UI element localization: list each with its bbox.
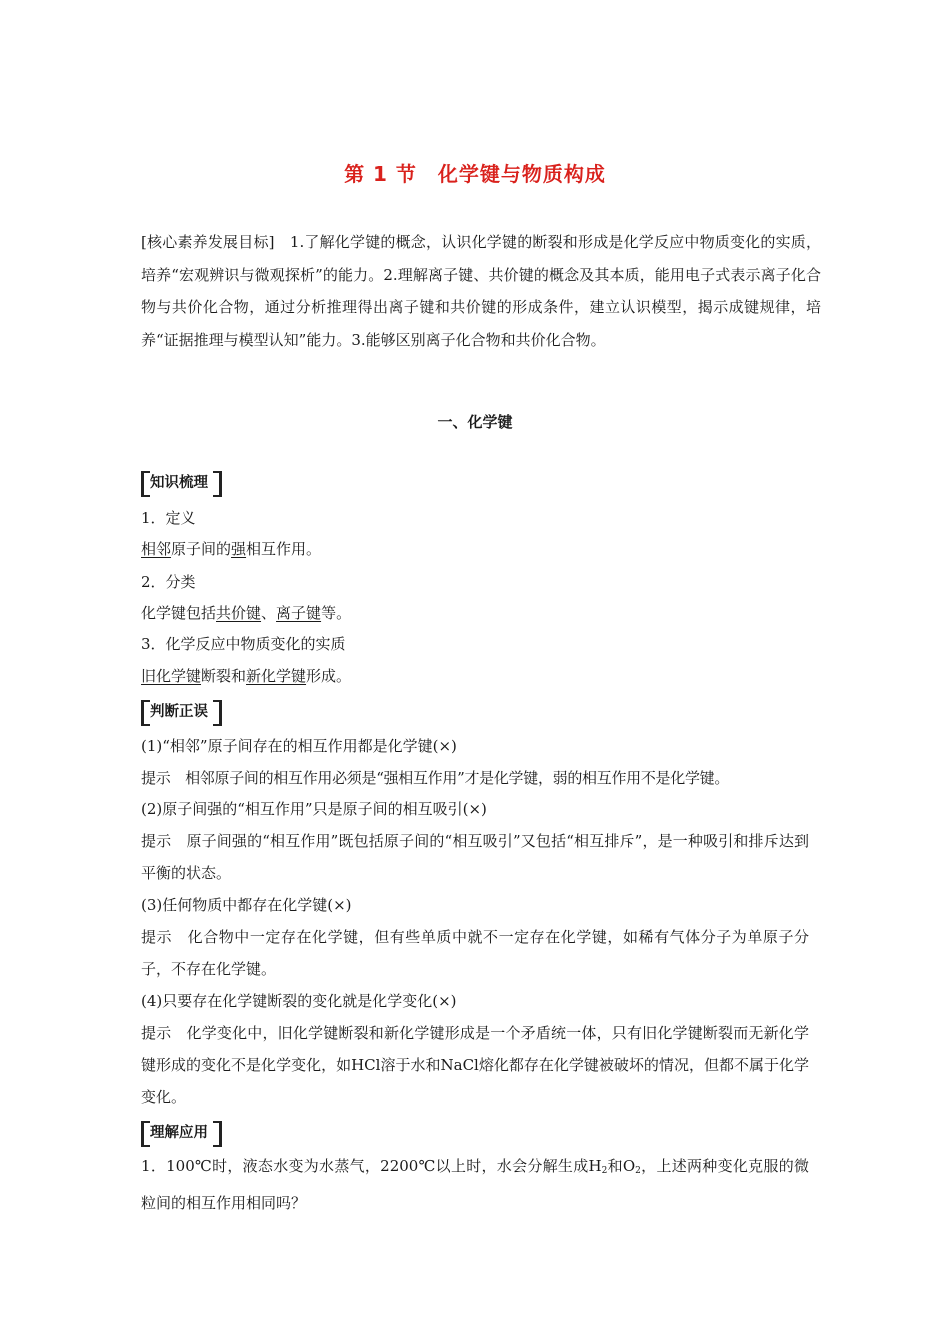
text-span: 、: [261, 604, 277, 622]
text-span: ，上述两种变化克服的微粒间的相互作用相同吗？: [141, 1157, 809, 1212]
judge-heading-label: 判断正误: [150, 704, 208, 720]
apply-heading: [141, 1121, 222, 1145]
text-span: 相互作用。: [246, 540, 322, 558]
right-bracket: [213, 471, 222, 497]
knowledge-heading-label: 知识梳理: [150, 475, 208, 491]
goals-tag: [核心素养发展目标]: [141, 233, 275, 251]
text-span: 形成。: [306, 667, 352, 685]
blank-answer: 共价键: [216, 604, 262, 622]
judge-heading: [141, 700, 222, 724]
judge-hint-4: 提示 化学变化中，旧化学键断裂和新化学键形成是一个矛盾统一体，只有旧化学键断裂而无新化学键形成的变化不是化学变化，如HCl溶于水和NaCl熔化都存在化学键被破坏的情况，但都不属于化学变化。: [141, 1024, 809, 1106]
text-span: 断裂和: [201, 667, 247, 685]
judge-hint-2: 提示 原子间强的“相互作用”既包括原子间的“相互吸引”又包括“相互排斥”，是一种吸引和排斥达到平衡的状态。: [141, 832, 809, 882]
goals-text: 1.了解化学键的概念，认识化学键的断裂和形成是化学反应中物质变化的实质，培养“宏观辨识与微观探析”的能力。2.理解离子键、共价键的概念及其本质，能用电子式表示离子化合物与共价化合物，通过分析推理得出离子键和共价键的形成条件，建立认识模型，揭示成键规律，培养“证据推理与模型认知”能力。3.能够区别离子化合物和共价化合物。: [141, 233, 821, 349]
blank-answer: 旧化学键: [141, 667, 202, 685]
judge-question-3: (3)任何物质中都存在化学键(×): [141, 896, 352, 914]
classification-title: 2．分类: [141, 573, 196, 591]
right-bracket: [213, 700, 222, 726]
classification-text: [141, 603, 831, 623]
blank-answer: 强: [231, 540, 247, 558]
blank-answer: 离子键: [276, 604, 322, 622]
subscript: 2: [635, 1166, 641, 1176]
text-span: 原子间的: [171, 540, 232, 558]
definition-text: [141, 539, 831, 559]
blank-answer: 相邻: [141, 540, 172, 558]
definition-title: 1．定义: [141, 509, 196, 527]
essence-title: 3．化学反应中物质变化的实质: [141, 635, 346, 653]
blank-answer: 新化学键: [246, 667, 307, 685]
essence-text: [141, 666, 831, 686]
left-bracket: [141, 700, 150, 726]
text-span: 化学键包括: [141, 604, 217, 622]
judge-question-4: (4)只要存在化学键断裂的变化就是化学变化(×): [141, 992, 457, 1010]
right-bracket: [213, 1121, 222, 1147]
left-bracket: [141, 1121, 150, 1147]
judge-question-2: (2)原子间强的“相互作用”只是原子间的相互吸引(×): [141, 800, 487, 818]
judge-question-1: (1)“相邻”原子间存在的相互作用都是化学键(×): [141, 737, 457, 755]
text-span: 和O: [607, 1157, 636, 1175]
judge-hint-3: 提示 化合物中一定存在化学键，但有些单质中就不一定存在化学键，如稀有气体分子为单原子分子，不存在化学键。: [141, 928, 809, 978]
knowledge-heading: [141, 471, 222, 495]
core-literacy-goals: [141, 226, 821, 356]
text-span: 1．100℃时，液态水变为水蒸气，2200℃以上时，水会分解生成H: [141, 1157, 602, 1175]
section-heading: 一、化学键: [437, 413, 513, 431]
apply-question-1: [141, 1150, 809, 1219]
apply-heading-label: 理解应用: [150, 1125, 208, 1141]
left-bracket: [141, 471, 150, 497]
judge-hint-1: 提示 相邻原子间的相互作用必须是“强相互作用”才是化学键，弱的相互作用不是化学键。: [141, 769, 730, 787]
subscript: 2: [601, 1166, 608, 1176]
text-span: 等。: [321, 604, 352, 622]
page-title: 第 1 节 化学键与物质构成: [344, 162, 606, 186]
